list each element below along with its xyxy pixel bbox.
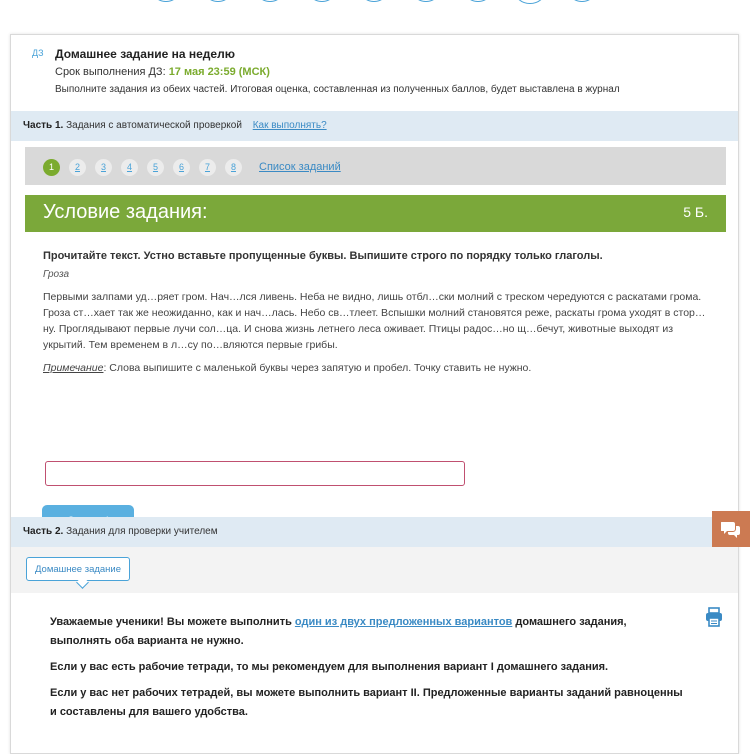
part2-text: Задания для проверки учителем <box>66 526 218 537</box>
top-circle[interactable] <box>202 0 234 2</box>
note-text: : Слова выпишите с маленькой буквы через запятую и пробел. Точку ставить не нужно. <box>103 362 532 374</box>
homework-card <box>10 34 739 754</box>
homework-deadline <box>55 66 270 78</box>
page-3[interactable]: 3 <box>95 159 112 176</box>
task-body <box>43 250 708 374</box>
page-4[interactable]: 4 <box>121 159 138 176</box>
task-box <box>25 195 726 517</box>
top-circle[interactable] <box>462 0 494 2</box>
top-circle[interactable] <box>358 0 390 2</box>
top-circle-active[interactable] <box>512 0 548 4</box>
top-circle[interactable] <box>254 0 286 2</box>
homework-badge: ДЗ <box>32 48 44 58</box>
task-instruction: Прочитайте текст. Устно вставьте пропущенные буквы. Выпишите строго по порядку только глаголы. <box>43 250 603 262</box>
page-7[interactable]: 7 <box>199 159 216 176</box>
variants-link[interactable]: один из двух предложенных вариантов <box>294 616 513 628</box>
part2-bar <box>11 517 738 547</box>
top-circle[interactable] <box>150 0 182 2</box>
homework-title: Домашнее задание на неделю <box>55 47 235 61</box>
notice-p1-after: домашнего задания, выполнять оба варианта не нужно. <box>50 616 627 647</box>
page-1[interactable]: 1 <box>43 159 60 176</box>
page-8[interactable]: 8 <box>225 159 242 176</box>
notice-p1-before: Уважаемые ученики! Вы можете выполнить <box>50 616 295 628</box>
homework-tab[interactable]: Домашнее задание <box>26 557 130 581</box>
task-title: Условие задания: <box>43 201 208 223</box>
task-note <box>43 362 708 374</box>
part2-label: Часть 2. <box>23 526 64 537</box>
text-subtitle: Гроза <box>43 269 70 280</box>
note-label: Примечание <box>43 362 104 374</box>
printer-icon[interactable] <box>705 607 723 627</box>
deadline-label: Срок выполнения ДЗ: <box>55 66 166 78</box>
task-list-link[interactable]: Список заданий <box>259 161 341 173</box>
top-circle[interactable] <box>566 0 598 2</box>
task-points: 5 Б. <box>683 204 708 220</box>
task-text: Первыми залпами уд…ряет гром. Нач…лся ливень. Неба не видно, лишь отбл…ски молний с треском чередуются с раскатами грома. Гроза ст…хает так же неожиданно, как и нач…лась. Небо св…тлеет. Вспышки молний становятся реже, раскаты грома уходят в стор…ну. Проглядывают первые лучи сол…ца. И снова жизнь летнего леса оживает. Птицы радос…но щ…бечут, животные выходят из укрытий. Тем временем в л…су по…вляются первые грибы. <box>43 291 706 351</box>
notice-paragraph-3: Если у вас нет рабочих тетрадей, вы можете выполнить вариант II. Предложенные варианты заданий равноценны и составлены для вашего удобства. <box>50 687 683 718</box>
notice-paragraph-2: Если у вас есть рабочие тетради, то мы рекомендуем для выполнения вариант I домашнего задания. <box>50 661 609 673</box>
chat-icon <box>721 520 741 538</box>
homework-description: Выполните задания из обеих частей. Итоговая оценка, составленная из полученных баллов, будет выставлена в журнал <box>55 84 620 95</box>
page-5[interactable]: 5 <box>147 159 164 176</box>
deadline-value: 17 мая 23:59 (МСК) <box>168 66 270 78</box>
how-to-link[interactable]: Как выполнять? <box>252 120 327 131</box>
page-2[interactable]: 2 <box>69 159 86 176</box>
teacher-notice <box>50 613 690 729</box>
part1-label: Часть 1. <box>23 120 64 131</box>
homework-header <box>11 35 738 110</box>
page-6[interactable]: 6 <box>173 159 190 176</box>
notice-paragraph-1 <box>50 613 690 651</box>
chat-button[interactable] <box>712 511 750 547</box>
top-circle[interactable] <box>306 0 338 2</box>
task-header <box>25 195 726 232</box>
part1-bar <box>11 111 738 141</box>
tab-area <box>11 547 738 593</box>
answer-input[interactable] <box>45 461 465 486</box>
top-circle[interactable] <box>410 0 442 2</box>
part1-text: Задания с автоматической проверкой <box>66 120 242 131</box>
task-pager <box>25 147 726 185</box>
